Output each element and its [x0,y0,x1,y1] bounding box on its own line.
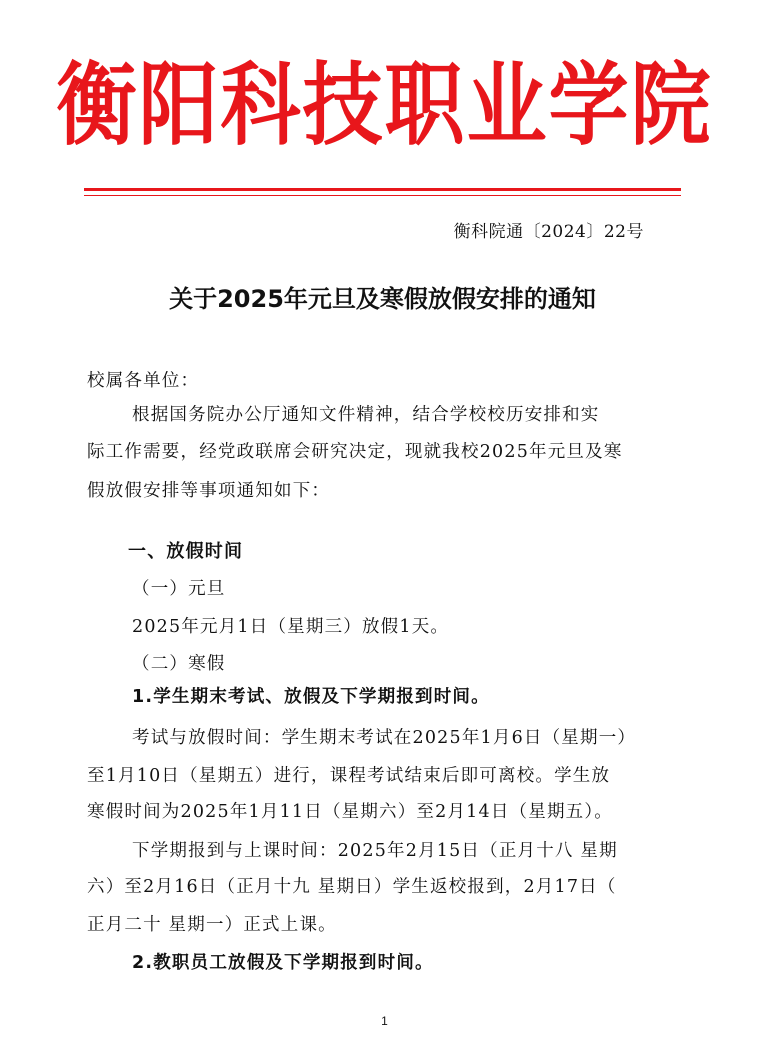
paragraph-line: 正月二十 星期一）正式上课。 [87,915,337,935]
paragraph-line: 六）至2月16日（正月十九 星期日）学生返校报到，2月17日（ [87,877,617,897]
item-heading: 1.学生期末考试、放假及下学期报到时间。 [132,687,490,707]
item-heading: 2.教职员工放假及下学期报到时间。 [132,953,434,973]
subsection-heading: （二）寒假 [132,654,226,674]
document-title: 关于2025年元旦及寒假放假安排的通知 [169,285,596,313]
red-divider-thin [84,195,681,196]
paragraph-line: 2025年元月1日（星期三）放假1天。 [132,617,450,637]
paragraph-line: 根据国务院办公厅通知文件精神，结合学校校历安排和实 [132,405,600,425]
paragraph-line: 下学期报到与上课时间：2025年2月15日（正月十八 星期 [132,841,618,861]
paragraph-line: 际工作需要，经党政联席会研究决定，现就我校2025年元旦及寒 [87,442,623,462]
section-heading: 一、放假时间 [128,541,244,562]
red-divider [84,188,681,191]
salutation: 校属各单位： [87,371,200,391]
paragraph-line: 至1月10日（星期五）进行，课程考试结束后即可离校。学生放 [87,766,611,786]
paragraph-line: 寒假时间为2025年1月11日（星期六）至2月14日（星期五）。 [87,802,613,822]
paragraph-line: 假放假安排等事项通知如下： [87,481,331,501]
masthead: 衡阳科技职业学院 [56,53,713,158]
document-number: 衡科院通〔2024〕22号 [453,222,644,242]
subsection-heading: （一）元旦 [132,579,226,599]
page-number: 1 [381,1014,388,1028]
paragraph-line: 考试与放假时间：学生期末考试在2025年1月6日（星期一） [132,728,637,748]
